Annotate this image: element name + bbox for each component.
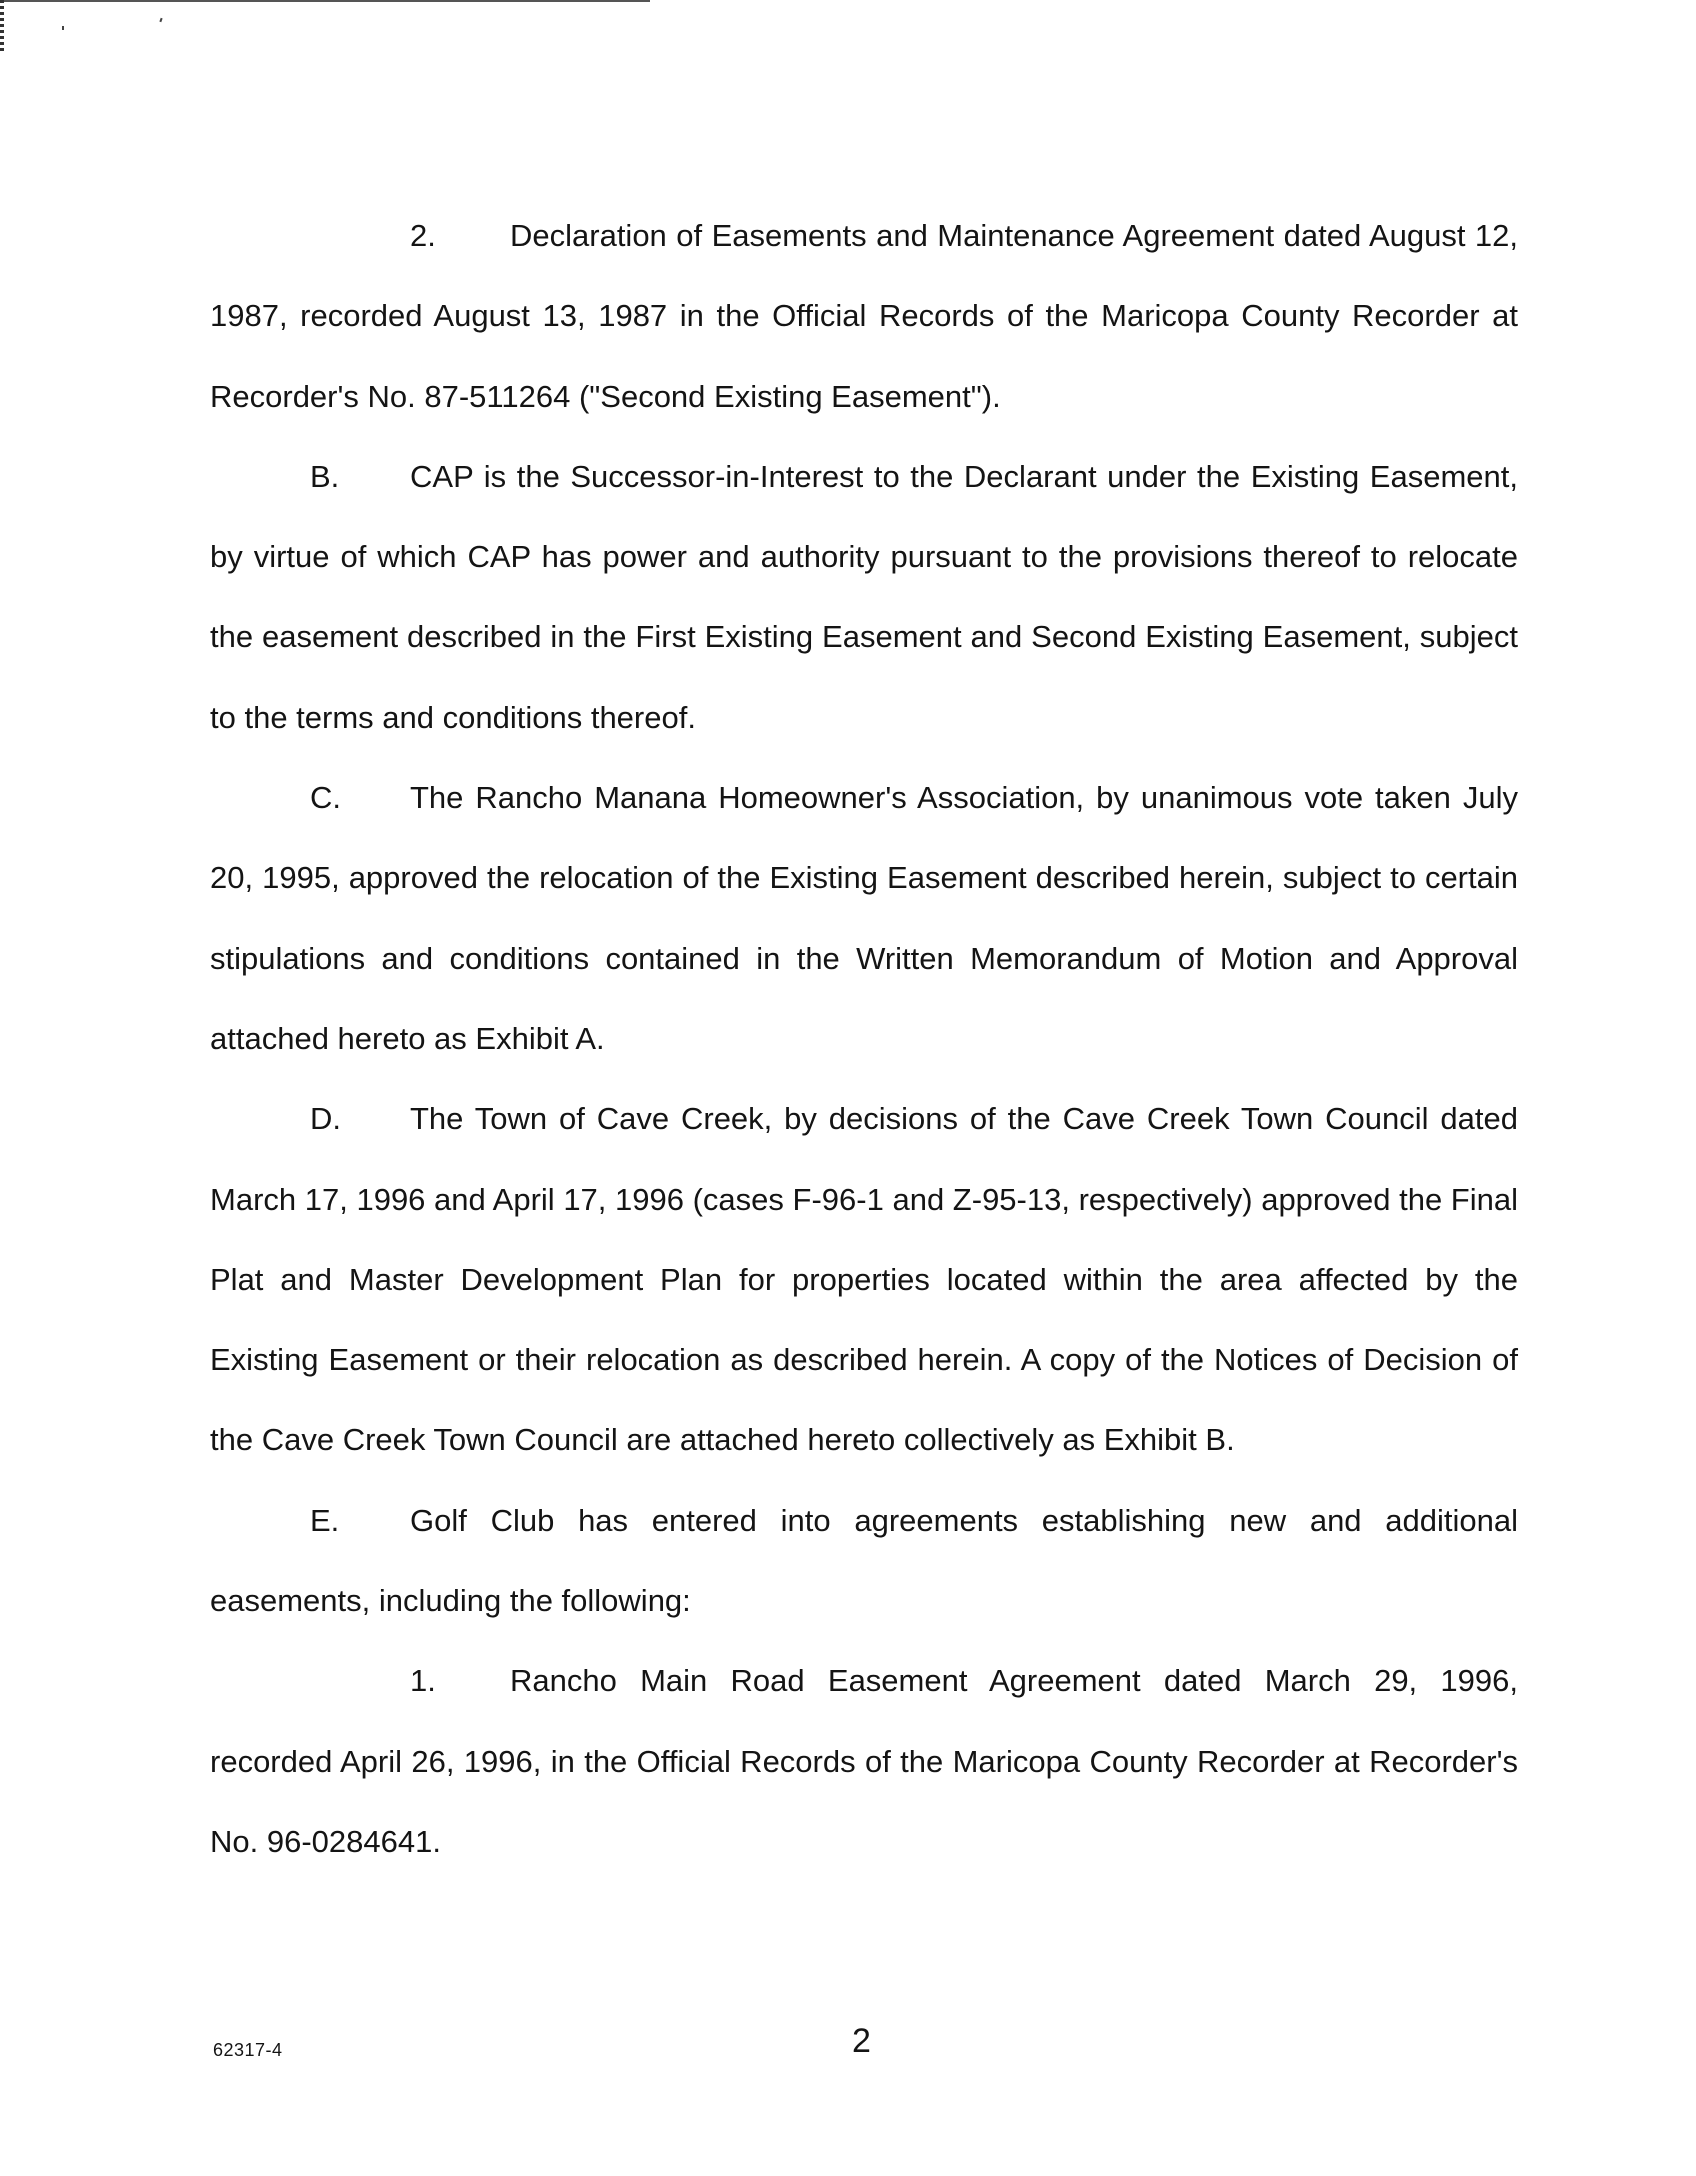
- paragraph-marker: 1.: [410, 1663, 436, 1699]
- paragraph-2: [210, 196, 1518, 437]
- paragraph-marker: E.: [310, 1502, 340, 1538]
- body-text: [210, 196, 1518, 1882]
- paragraph-e-1: [210, 1641, 1518, 1882]
- footer-document-id: 62317-4: [213, 2040, 283, 2060]
- paragraph-e: [210, 1481, 1518, 1642]
- paragraph-marker: 2.: [410, 218, 436, 253]
- paragraph-text: CAP is the Successor-in-Interest to the Declarant under the Existing Easement, by virtue of which CAP has power and authority pursuant to the provisions thereof to relocate the easement described in the First Existing Easement and Second Existing Easement, subject to the terms and conditions thereof.: [210, 458, 1518, 735]
- paragraph-text: Rancho Main Road Easement Agreement dated March 29, 1996, recorded April 26, 1996, in the Official Records of the Maricopa County Recorder at Recorder's No. 96-0284641.: [210, 1663, 1518, 1859]
- scan-top-rule: [0, 0, 650, 2]
- paragraph-c: [210, 758, 1518, 1079]
- paragraph-text: The Town of Cave Creek, by decisions of the Cave Creek Town Council dated March 17, 1996 and April 17, 1996 (cases F-96-1 and Z-95-13, respectively) approved the Final Plat and Master Development Plan for properties located within the area affected by the Existing Easement or their relocation as described herein. A copy of the Notices of Decision of the Cave Creek Town Council are attached hereto collectively as Exhibit B.: [210, 1101, 1518, 1458]
- scan-left-edge: [0, 0, 4, 52]
- scan-speck: [62, 26, 64, 30]
- paragraph-text: Golf Club has entered into agreements establishing new and additional easements, including the following:: [210, 1502, 1518, 1619]
- paragraph-d: [210, 1079, 1518, 1480]
- paragraph-b: [210, 437, 1518, 758]
- scan-speck: [159, 18, 162, 22]
- page-number: 2: [852, 2022, 871, 2060]
- paragraph-marker: D.: [310, 1101, 341, 1137]
- paragraph-marker: C.: [310, 780, 341, 816]
- paragraph-text: Declaration of Easements and Maintenance Agreement dated August 12, 1987, recorded August 13, 1987 in the Official Records of the Maricopa County Recorder at Recorder's No. 87-511264 ("Second Existing Easement").: [210, 218, 1518, 414]
- paragraph-marker: B.: [310, 458, 340, 494]
- paragraph-text: The Rancho Manana Homeowner's Association, by unanimous vote taken July 20, 1995, approved the relocation of the Existing Easement described herein, subject to certain stipulations and conditions contained in the Written Memorandum of Motion and Approval attached hereto as Exhibit A.: [210, 780, 1518, 1056]
